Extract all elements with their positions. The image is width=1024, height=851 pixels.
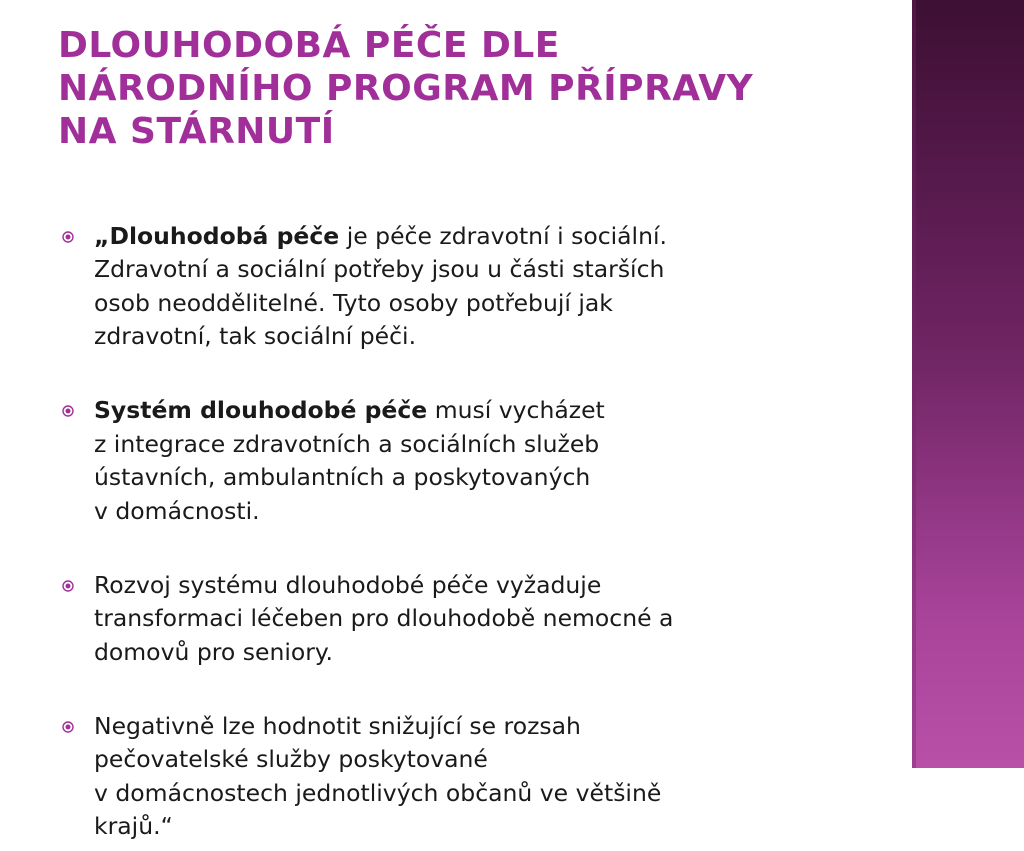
- bullet-item: [62, 676, 882, 844]
- target-circle-icon: [62, 687, 74, 699]
- slide-title: DLOUHODOBÁ PÉČE DLE NÁRODNÍHO PROGRAM PŘÍPRAVY NA STÁRNUTÍ: [58, 25, 754, 153]
- target-circle-icon: [62, 372, 74, 384]
- bullet-text: je péče zdravotní i sociální. Zdravotní a sociální potřeby jsou u části starších osob neoddělitelné. Tyto osoby potřebují jak zdravotní, tak sociální péči.: [94, 221, 667, 350]
- bullet-text: musí vycházet z integrace zdravotních a sociálních služeb ústavních, ambulantních a poskytovaných v domácnosti.: [94, 396, 605, 525]
- target-circle-icon: [62, 197, 74, 209]
- target-circle-icon: [62, 546, 74, 558]
- bullet-text: Rozvoj systému dlouhodobé péče vyžaduje transformaci léčeben pro dlouhodobě nemocné a domovů pro seniory.: [94, 570, 674, 666]
- bullet-item: [62, 186, 882, 354]
- bullet-item: [62, 361, 882, 529]
- bullet-item: [62, 535, 882, 669]
- bullet-bold-text: Systém dlouhodobé péče: [94, 396, 428, 424]
- bullet-bold-text: „Dlouhodobá péče: [94, 221, 340, 250]
- bullet-text: Negativně lze hodnotit snižující se rozsah pečovatelské služby poskytované v domácnostech jednotlivých občanů ve většině krajů.“: [94, 711, 662, 840]
- decorative-side-band: [912, 0, 1024, 768]
- bullet-list: [62, 186, 882, 851]
